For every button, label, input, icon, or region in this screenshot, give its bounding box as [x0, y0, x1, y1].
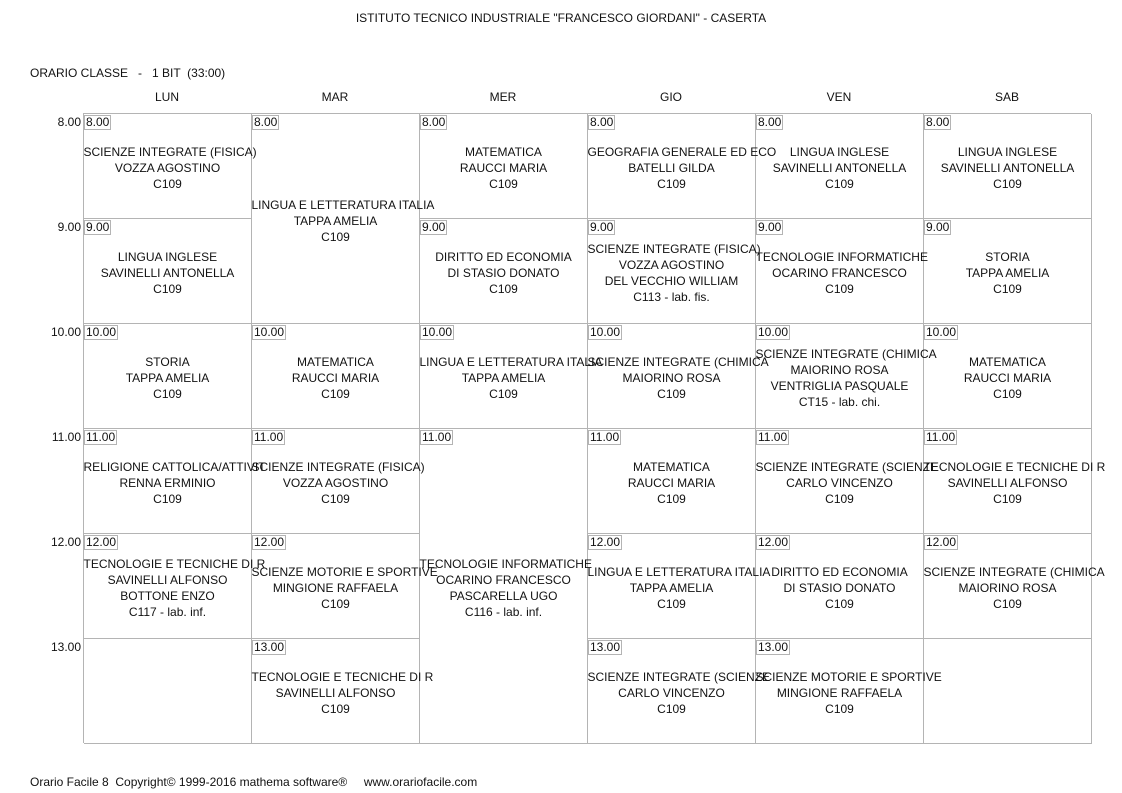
lesson-cell	[924, 114, 1092, 219]
lesson-subject: RELIGIONE CATTOLICA/ATTIVIT	[83, 460, 266, 474]
lesson-room: C109	[993, 492, 1022, 506]
lesson-teacher: SAVINELLI ALFONSO	[107, 573, 228, 587]
lesson-teacher: DI STASIO DONATO	[447, 266, 560, 280]
lesson-subject: GEOGRAFIA GENERALE ED ECO	[587, 145, 777, 159]
lesson-teacher: TAPPA AMELIA	[125, 371, 210, 385]
day-header-lun: LUN	[154, 90, 179, 104]
lesson-teacher: CARLO VINCENZO	[618, 686, 725, 700]
lesson-details	[84, 324, 251, 428]
lesson-subject: STORIA	[145, 355, 190, 369]
lesson-details	[924, 219, 1091, 323]
lesson-room: C109	[825, 702, 854, 716]
lesson-details	[755, 639, 942, 743]
lesson-cell	[83, 114, 257, 219]
lesson-cell	[251, 534, 438, 639]
lesson-teacher: OCARINO FRANCESCO	[772, 266, 907, 280]
lesson-subject: SCIENZE INTEGRATE (SCIENZE	[587, 670, 770, 684]
lesson-room: C109	[321, 387, 350, 401]
lesson-cell	[83, 429, 266, 534]
lesson-subject: LINGUA INGLESE	[117, 250, 218, 264]
lesson-room: C109	[321, 229, 350, 244]
lesson-cell	[587, 219, 761, 324]
lesson-teacher: SAVINELLI ALFONSO	[947, 476, 1068, 490]
lesson-room: C109	[657, 177, 686, 191]
lesson-subject: LINGUA E LETTERATURA ITALIA	[419, 355, 603, 369]
lesson-details	[756, 534, 923, 638]
lesson-cell	[923, 534, 1105, 639]
lesson-start-time: 11.00	[422, 430, 452, 444]
lesson-subject: SCIENZE INTEGRATE (FISICA)	[83, 145, 257, 159]
class-caption: ORARIO CLASSE - 1 BIT (33:00)	[30, 66, 226, 80]
lesson-cell	[924, 324, 1092, 429]
lesson-room: C109	[657, 387, 686, 401]
lesson-cell	[924, 219, 1092, 324]
lesson-teacher: DEL VECCHIO WILLIAM	[604, 274, 739, 288]
lesson-room: C109	[993, 282, 1022, 296]
lesson-details	[252, 324, 419, 428]
lesson-subject: MATEMATICA	[465, 145, 542, 159]
lesson-room: C109	[657, 597, 686, 611]
lesson-teacher: MINGIONE RAFFAELA	[272, 581, 399, 595]
lesson-details	[924, 324, 1091, 428]
lesson-subject: TECNOLOGIE E TECNICHE DI R	[251, 670, 434, 684]
lesson-details	[755, 429, 938, 533]
lesson-start-time: 10.00	[758, 325, 789, 339]
hour-label: 11.00	[51, 430, 81, 444]
lesson-start-time: 8.00	[86, 115, 110, 129]
lesson-details	[755, 324, 937, 428]
lesson-start-time: 11.00	[254, 430, 284, 444]
lesson-details	[251, 429, 425, 533]
lesson-cell	[756, 534, 924, 639]
lesson-subject: MATEMATICA	[297, 355, 374, 369]
lesson-cell	[588, 429, 756, 534]
lesson-details	[420, 219, 587, 323]
lesson-teacher: RAUCCI MARIA	[963, 371, 1052, 385]
lesson-start-time: 11.00	[590, 430, 620, 444]
lesson-subject: LINGUA E LETTERATURA ITALIA	[587, 565, 771, 579]
lesson-details	[84, 219, 251, 323]
lesson-room: C109	[153, 387, 182, 401]
lesson-subject: LINGUA E LETTERATURA ITALIA	[251, 197, 435, 212]
lesson-start-time: 11.00	[926, 430, 956, 444]
lesson-room: C113 - lab. fis.	[633, 290, 710, 304]
lesson-details	[924, 114, 1091, 218]
lesson-start-time: 8.00	[254, 115, 278, 129]
lesson-teacher: VOZZA AGOSTINO	[618, 258, 725, 272]
empty-cell	[924, 639, 1092, 744]
lesson-room: C109	[321, 702, 350, 716]
lesson-room: C109	[825, 282, 854, 296]
lesson-room: C109	[993, 597, 1022, 611]
lesson-room: C109	[489, 282, 518, 296]
lesson-subject: TECNOLOGIE INFORMATICHE	[419, 557, 592, 571]
day-header-sab: SAB	[994, 90, 1019, 104]
lesson-start-time: 8.00	[422, 115, 446, 129]
lesson-room: C109	[153, 177, 182, 191]
lesson-room: C117 - lab. inf.	[128, 605, 207, 619]
lesson-details	[587, 324, 769, 428]
lesson-teacher: DI STASIO DONATO	[783, 581, 896, 595]
lesson-subject: SCIENZE INTEGRATE (FISICA)	[587, 242, 761, 256]
lesson-details	[587, 639, 770, 743]
lesson-cell	[419, 429, 592, 744]
lesson-start-time: 12.00	[926, 535, 957, 549]
lesson-cell	[252, 324, 420, 429]
lesson-teacher: TAPPA AMELIA	[461, 371, 546, 385]
lesson-cell	[420, 219, 588, 324]
lesson-room: C109	[825, 597, 854, 611]
lesson-teacher: SAVINELLI ANTONELLA	[100, 266, 235, 280]
lesson-start-time: 13.00	[254, 640, 285, 654]
lesson-details	[588, 429, 755, 533]
lesson-details	[251, 639, 434, 743]
lesson-room: C109	[153, 492, 182, 506]
lesson-room: C109	[153, 282, 182, 296]
day-header-mar: MAR	[321, 90, 349, 104]
lesson-cell	[755, 429, 938, 534]
lesson-subject: SCIENZE INTEGRATE (FISICA)	[251, 460, 425, 474]
lesson-room: C109	[825, 177, 854, 191]
hour-label: 12.00	[50, 535, 81, 549]
lesson-cell	[587, 534, 771, 639]
lesson-details	[83, 114, 257, 218]
lesson-start-time: 12.00	[254, 535, 285, 549]
lesson-subject: SCIENZE INTEGRATE (SCIENZE	[755, 460, 938, 474]
lesson-details	[419, 324, 603, 428]
lesson-start-time: 10.00	[926, 325, 957, 339]
lesson-start-time: 8.00	[926, 115, 950, 129]
lesson-subject: SCIENZE INTEGRATE (CHIMICA	[923, 565, 1105, 579]
lesson-subject: SCIENZE INTEGRATE (CHIMICA	[755, 347, 937, 361]
lesson-teacher: PASCARELLA UGO	[449, 589, 558, 603]
lesson-cell	[756, 114, 924, 219]
lesson-start-time: 10.00	[590, 325, 621, 339]
lesson-cell	[587, 114, 777, 219]
lesson-start-time: 10.00	[422, 325, 453, 339]
lesson-subject: LINGUA INGLESE	[789, 145, 890, 159]
lesson-start-time: 10.00	[86, 325, 117, 339]
lesson-subject: TECNOLOGIE E TECNICHE DI R	[923, 460, 1106, 474]
lesson-details	[755, 219, 928, 323]
lesson-details	[587, 534, 771, 638]
lesson-room: C109	[657, 492, 686, 506]
lesson-room: C109	[321, 492, 350, 506]
lesson-room: C109	[657, 702, 686, 716]
lesson-start-time: 9.00	[86, 220, 110, 234]
lesson-start-time: 11.00	[86, 430, 116, 444]
lesson-room: C116 - lab. inf.	[464, 605, 543, 619]
lesson-teacher: VOZZA AGOSTINO	[282, 476, 389, 490]
lesson-subject: SCIENZE MOTORIE E SPORTIVE	[755, 670, 942, 684]
school-title: ISTITUTO TECNICO INDUSTRIALE "FRANCESCO GIORDANI" - CASERTA	[355, 11, 767, 25]
lesson-teacher: BATELLI GILDA	[628, 161, 715, 175]
lesson-start-time: 12.00	[758, 535, 789, 549]
lesson-cell	[755, 324, 937, 429]
day-header-ven: VEN	[826, 90, 852, 104]
lesson-start-time: 9.00	[422, 220, 446, 234]
lesson-teacher: OCARINO FRANCESCO	[436, 573, 571, 587]
lesson-room: C109	[321, 597, 350, 611]
lesson-teacher: SAVINELLI ANTONELLA	[772, 161, 907, 175]
lesson-cell	[755, 219, 928, 324]
lesson-details	[83, 534, 266, 638]
lesson-teacher: RENNA ERMINIO	[119, 476, 216, 490]
lesson-room: CT15 - lab. chi.	[798, 395, 881, 409]
day-header-mer: MER	[489, 90, 517, 104]
lesson-room: C109	[489, 177, 518, 191]
lesson-subject: SCIENZE INTEGRATE (CHIMICA	[587, 355, 769, 369]
lesson-cell	[587, 639, 770, 744]
lesson-start-time: 9.00	[590, 220, 614, 234]
lesson-cell	[83, 534, 266, 639]
lesson-details	[251, 534, 438, 638]
lesson-subject: STORIA	[985, 250, 1030, 264]
lesson-teacher: MINGIONE RAFFAELA	[776, 686, 903, 700]
lesson-subject: DIRITTO ED ECONOMIA	[435, 250, 572, 264]
lesson-start-time: 8.00	[590, 115, 614, 129]
timetable-grid	[83, 113, 1106, 743]
lesson-subject: LINGUA INGLESE	[957, 145, 1058, 159]
lesson-teacher: VENTRIGLIA PASQUALE	[770, 379, 909, 393]
lesson-start-time: 9.00	[926, 220, 950, 234]
hour-label: 10.00	[50, 325, 81, 339]
lesson-teacher: RAUCCI MARIA	[291, 371, 380, 385]
lesson-details	[923, 429, 1106, 533]
lesson-start-time: 13.00	[590, 640, 621, 654]
lesson-start-time: 8.00	[758, 115, 782, 129]
lesson-cell	[84, 219, 252, 324]
lesson-teacher: RAUCCI MARIA	[627, 476, 716, 490]
lesson-cell	[755, 639, 942, 744]
lesson-cell	[419, 324, 603, 429]
day-header-gio: GIO	[659, 90, 682, 104]
lesson-teacher: VOZZA AGOSTINO	[114, 161, 221, 175]
lesson-details	[587, 219, 761, 323]
lesson-subject: SCIENZE MOTORIE E SPORTIVE	[251, 565, 438, 579]
lesson-teacher: MAIORINO ROSA	[958, 581, 1057, 595]
lesson-teacher: CARLO VINCENZO	[786, 476, 893, 490]
lesson-subject: TECNOLOGIE E TECNICHE DI R	[83, 557, 266, 571]
lesson-subject: DIRITTO ED ECONOMIA	[771, 565, 908, 579]
lesson-cell	[420, 114, 588, 219]
lesson-cell	[923, 429, 1106, 534]
lesson-details	[419, 429, 592, 743]
lesson-teacher: SAVINELLI ANTONELLA	[940, 161, 1075, 175]
lesson-details	[420, 114, 587, 218]
lesson-room: C109	[489, 387, 518, 401]
lesson-room: C109	[993, 387, 1022, 401]
lesson-start-time: 9.00	[758, 220, 782, 234]
lesson-teacher: MAIORINO ROSA	[622, 371, 721, 385]
lesson-cell	[251, 639, 434, 744]
lesson-cell	[251, 429, 425, 534]
lesson-details	[83, 429, 266, 533]
lesson-cell	[587, 324, 769, 429]
lesson-teacher: TAPPA AMELIA	[629, 581, 714, 595]
lesson-teacher: RAUCCI MARIA	[459, 161, 548, 175]
hour-label: 13.00	[50, 640, 81, 654]
lesson-details	[923, 534, 1105, 638]
lesson-teacher: TAPPA AMELIA	[293, 213, 378, 228]
hour-label: 9.00	[57, 220, 81, 234]
lesson-start-time: 12.00	[86, 535, 117, 549]
lesson-subject: MATEMATICA	[969, 355, 1046, 369]
hour-label: 8.00	[57, 115, 81, 129]
lesson-subject: MATEMATICA	[633, 460, 710, 474]
footer-copyright: Orario Facile 8 Copyright© 1999-2016 mathema software® www.orariofacile.com	[30, 775, 478, 789]
lesson-start-time: 13.00	[758, 640, 789, 654]
empty-cell	[84, 639, 252, 744]
lesson-start-time: 11.00	[758, 430, 788, 444]
lesson-details	[756, 114, 923, 218]
lesson-teacher: SAVINELLI ALFONSO	[275, 686, 396, 700]
lesson-subject: TECNOLOGIE INFORMATICHE	[755, 250, 928, 264]
lesson-teacher: MAIORINO ROSA	[790, 363, 889, 377]
lesson-room: C109	[825, 492, 854, 506]
lesson-teacher: TAPPA AMELIA	[965, 266, 1050, 280]
lesson-room: C109	[993, 177, 1022, 191]
lesson-start-time: 10.00	[254, 325, 285, 339]
lesson-teacher: BOTTONE ENZO	[120, 589, 215, 603]
lesson-cell	[84, 324, 252, 429]
lesson-start-time: 12.00	[590, 535, 621, 549]
